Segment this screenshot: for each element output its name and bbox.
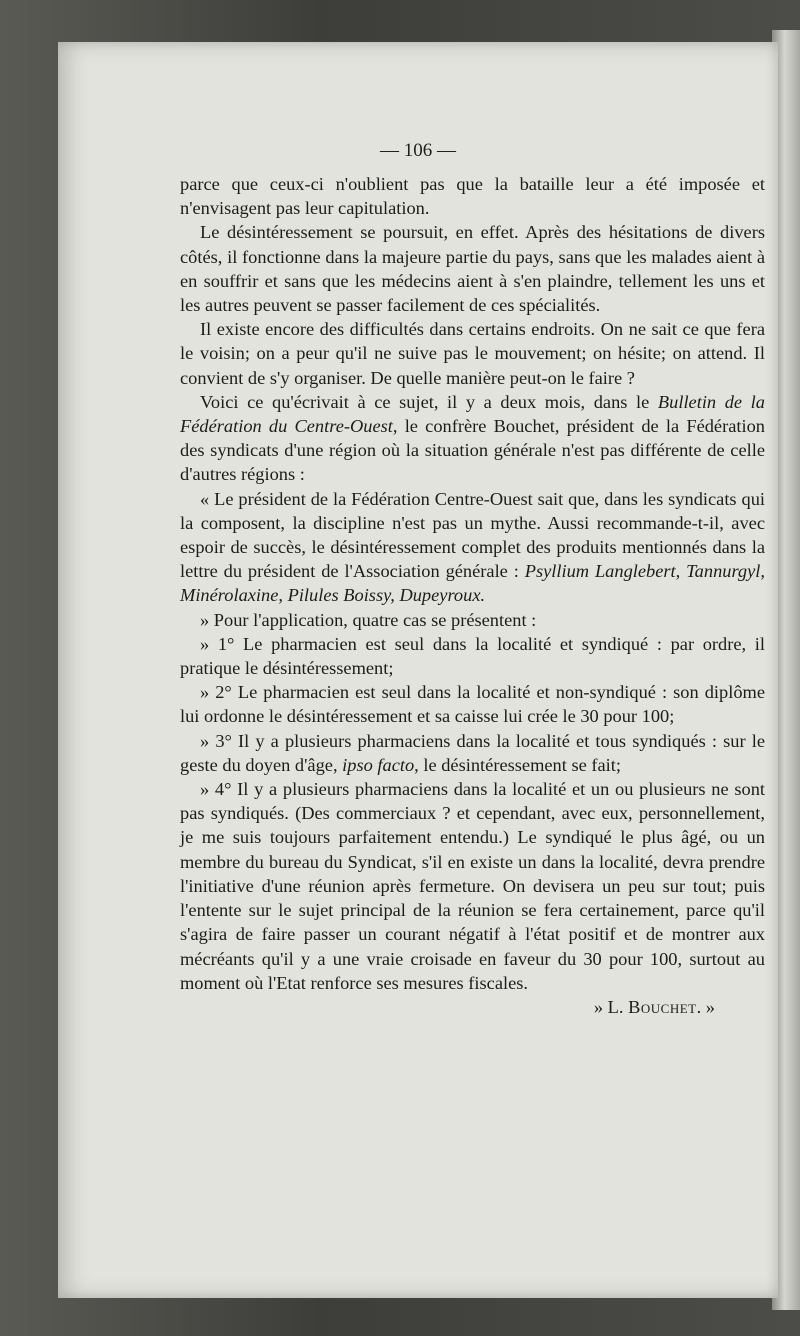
text-run: , le confrère Bouchet, président de la Fédération des syndicats d'une région où la situation générale n'est pas différente de celle d'autres régions : [180, 416, 765, 485]
signature-name: Bouchet [628, 996, 697, 1017]
bulletin-title: Bulletin de la Fédération du Centre-Ouest [180, 391, 765, 437]
signature-prefix: » L. [593, 996, 629, 1017]
text-run: « Le président de la Fédération Centre-Ouest sait que, dans les syndicats qui la composent, la discipline n'est pas un mythe. Aussi recommande-t-il, avec espoir de succès, le désintéressement complet des produits mentionnés dans la lettre du président de l'Association générale : [180, 488, 765, 582]
paragraph-bouchet-intro [180, 390, 765, 487]
paragraph-case-4: » 4° Il y a plusieurs pharmaciens dans la localité et un ou plusieurs ne sont pas syndiqués. (Des commerciaux ? et cependant, avec eux, personnellement, je me suis toujours parfaitement entendu.) Le syndiqué le plus âgé, ou un membre du bureau du Syndicat, s'il en existe un dans la localité, devra prendre l'initiative d'une réunion après fermeture. On devisera un peu sur tout; puis l'entente sur le sujet principal de la réunion se fera certainement, parce qu'il s'agira de faire passer un courant négatif à l'état positif et de montrer aux mécréants qu'il y a une vraie croisade en faveur du 30 pour 100, surtout au moment où l'Etat renforce ses mesures fiscales. [180, 779, 765, 993]
paragraph-desinteressement: Le désintéressement se poursuit, en effet. Après des hésitations de divers côtés, il fonctionne dans la majeure partie du pays, sans que les malades aient à en souffrir et sans que les médecins aient à s'en plaindre, tellement les uns et les autres peuvent se passer facilement de ces spécialités. [180, 222, 765, 316]
paragraph-difficultes: Il existe encore des difficultés dans certains endroits. On ne sait ce que fera le voisin; on a peur qu'il ne suive pas le mouvement; on hésite; on attend. Il convient de s'y organiser. De quelle manière peut-on le faire ? [180, 319, 765, 388]
paragraph-cases-intro: » Pour l'application, quatre cas se présentent : [200, 609, 537, 630]
book-page [58, 42, 778, 1298]
paragraph-case-1: » 1° Le pharmacien est seul dans la localité et syndiqué : par ordre, il pratique le désintéressement; [180, 633, 765, 679]
product-list: Psyllium Langlebert, Tannurgyl, Minérolaxine, Pilules Boissy, Dupeyroux. [180, 561, 765, 606]
text-run: , le désintéressement se fait; [414, 754, 621, 775]
ipso-facto: ipso facto [342, 754, 415, 775]
signature [180, 995, 765, 1019]
paragraph-case-2: » 2° Le pharmacien est seul dans la localité et non-syndiqué : son diplôme lui ordonne le désintéressement et sa caisse lui crée le 30 pour 100; [180, 682, 765, 727]
signature-suffix: . » [696, 996, 715, 1017]
page-body [180, 172, 765, 1019]
text-run: » 3° Il y a plusieurs pharmaciens dans la localité et tous syndiqués : sur le geste du doyen d'âge, [180, 730, 765, 775]
paragraph-quote-start [180, 487, 765, 608]
paragraph-continuation: parce que ceux-ci n'oublient pas que la bataille leur a été imposée et n'envisagent pas leur capitulation. [180, 174, 765, 219]
text-run: Voici ce qu'écrivait à ce sujet, il y a deux mois, dans le [200, 391, 658, 412]
page-number: — 106 — [380, 140, 456, 161]
paragraph-case-3 [180, 729, 765, 777]
